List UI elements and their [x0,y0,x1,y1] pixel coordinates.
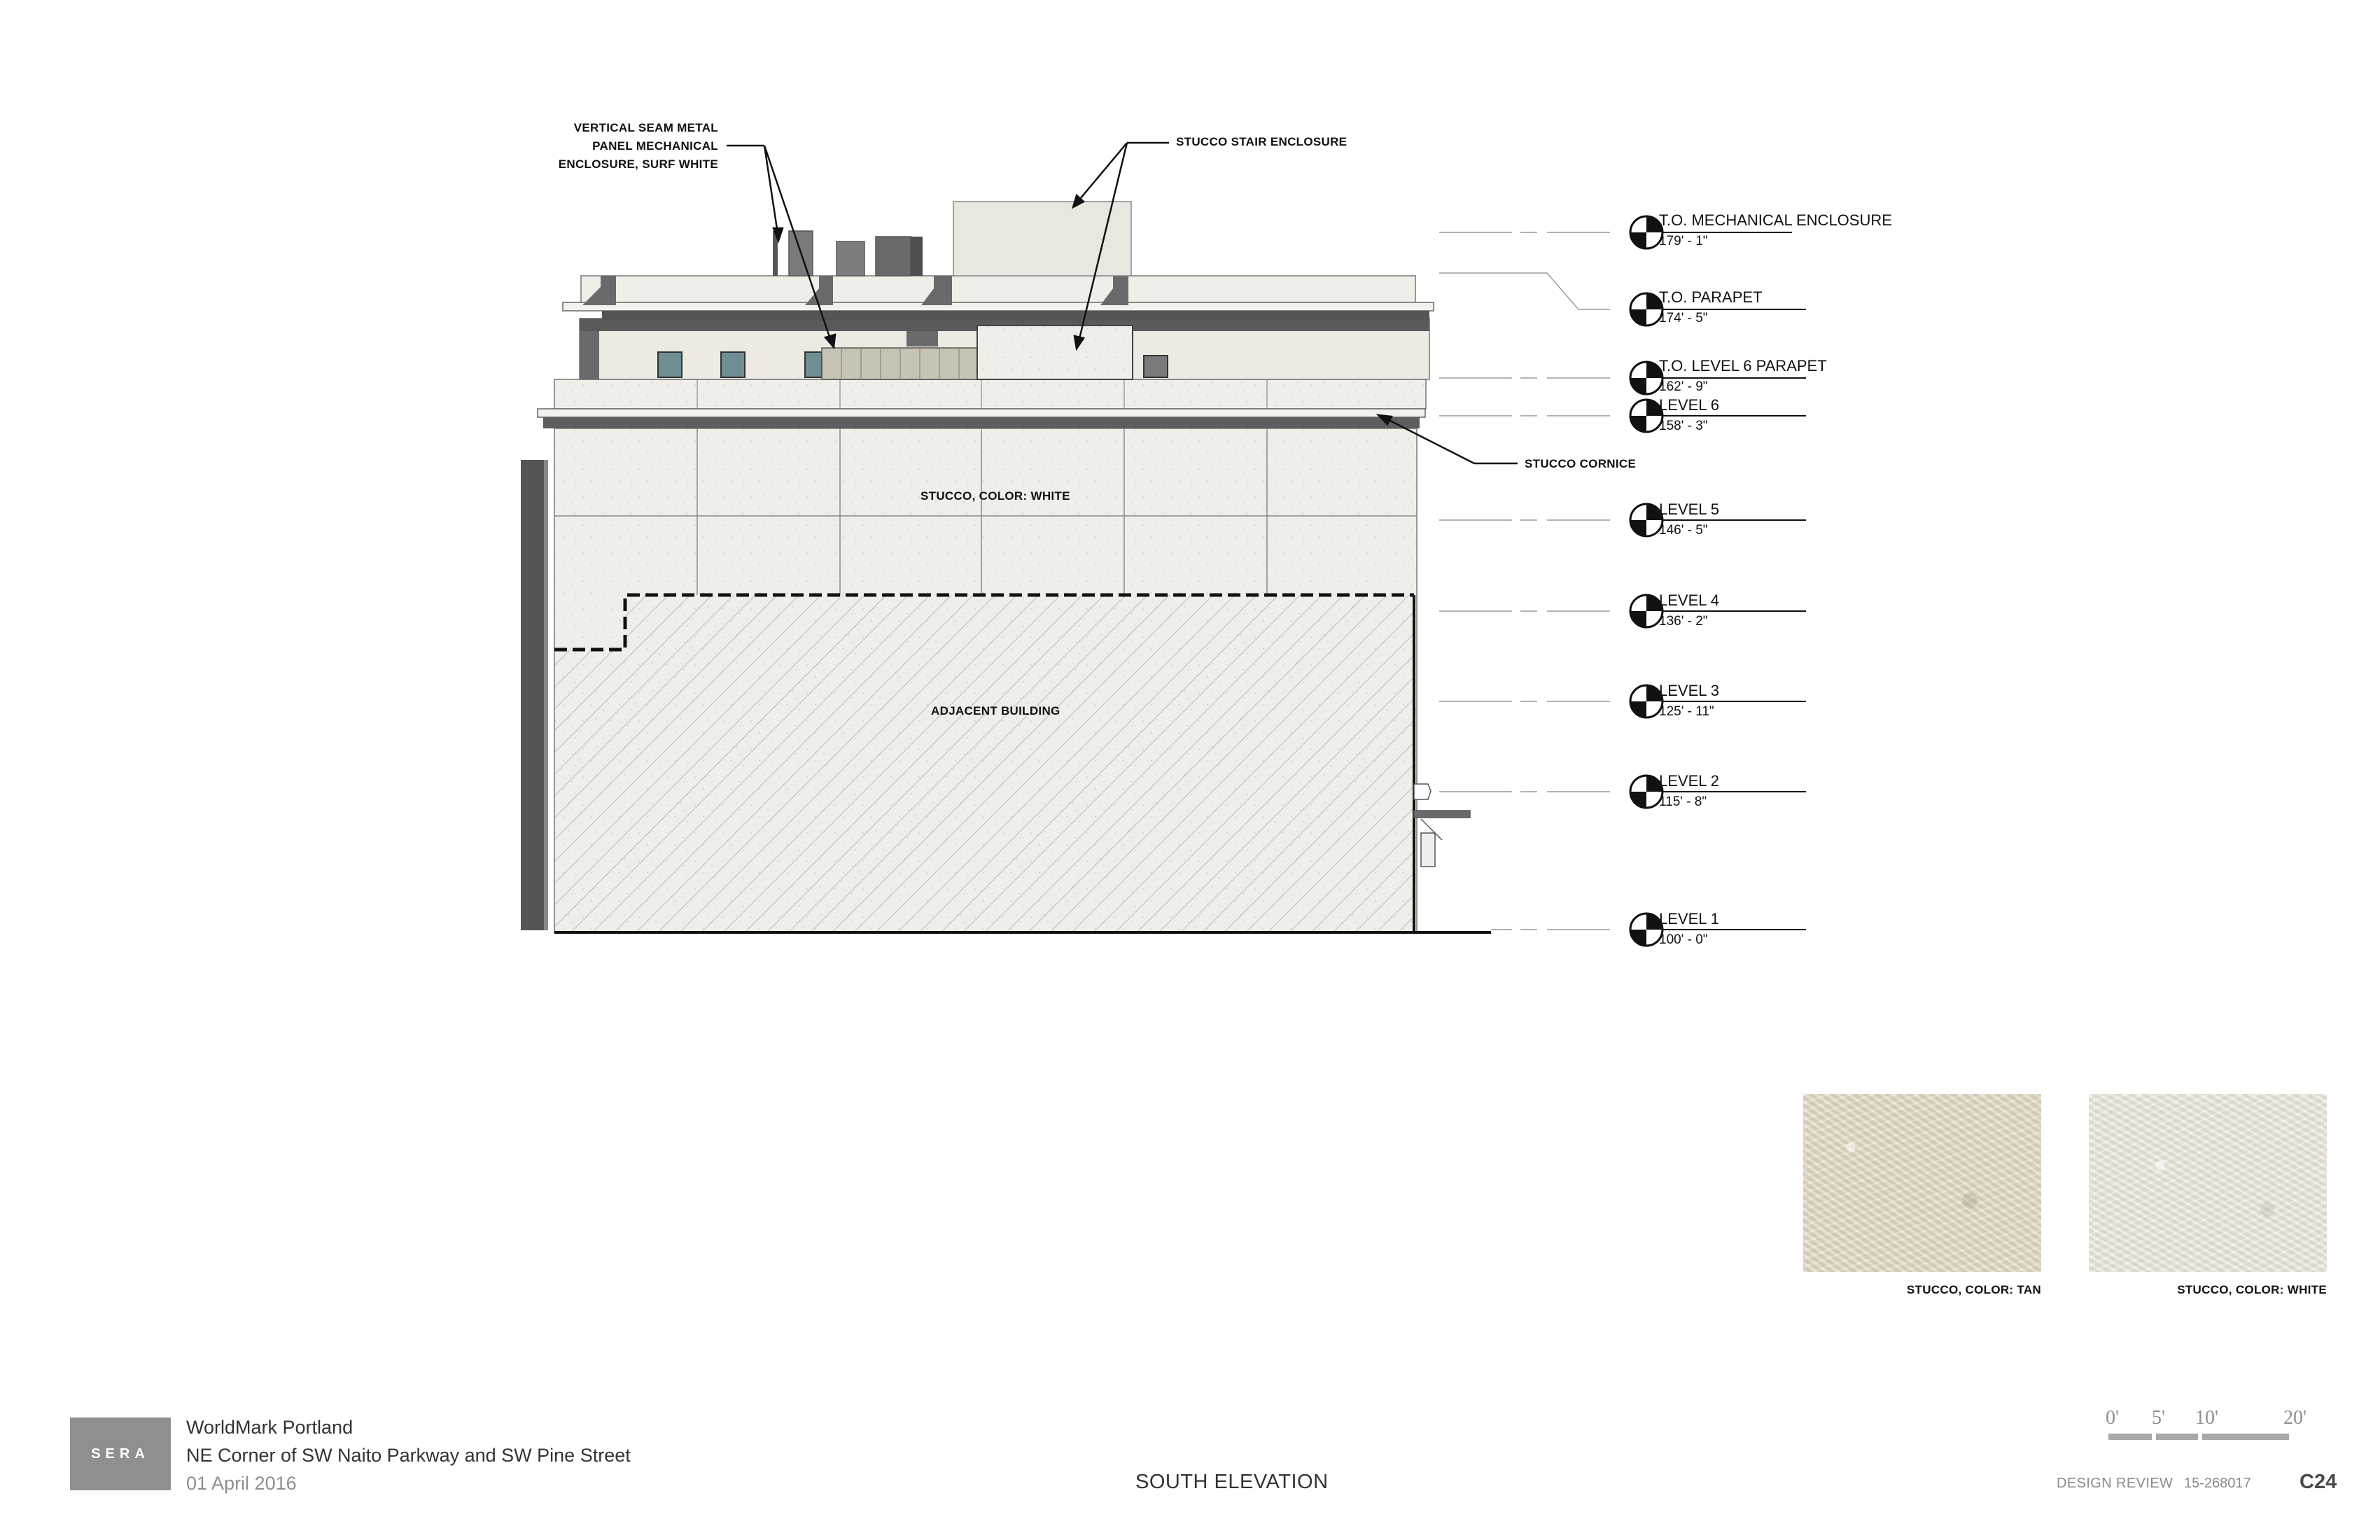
swatch-stucco-tan [1803,1094,2041,1272]
scale-label-0: 0' [2106,1407,2120,1429]
level-elev-l4: 136' - 2" [1659,614,1708,629]
level-elev-l6: 158' - 3" [1659,419,1708,433]
scale-bar-segment-3 [2202,1434,2289,1440]
level-name-l6: LEVEL 6 [1659,396,1720,414]
scale-label-20: 20' [2283,1407,2307,1429]
metal-panel-enclosure [822,348,977,379]
level-name-l1: LEVEL 1 [1659,910,1720,927]
swatch-tan-label: STUCCO, COLOR: TAN [1906,1283,2041,1296]
adjacent-building [554,595,1414,932]
stair-enclosure-lower [977,326,1133,379]
level6-parapet [554,379,1426,409]
level-markers [1630,216,1806,946]
project-date: 01 April 2016 [186,1473,297,1494]
level-elev-l1: 100' - 0" [1659,932,1708,947]
stucco-cornice-callout: STUCCO CORNICE [1525,457,1637,470]
scale-bar-segment-1 [2108,1434,2152,1440]
swatch-stucco-white [2089,1094,2327,1272]
project-name: WorldMark Portland [186,1417,354,1438]
swatch-white-label: STUCCO, COLOR: WHITE [2177,1283,2327,1296]
design-review-label: DESIGN REVIEW [2057,1476,2174,1491]
metal-panel-callout-line1: VERTICAL SEAM METAL [573,121,718,134]
project-number: 15-268017 [2184,1476,2251,1491]
level-name-parapet: T.O. PARAPET [1659,288,1763,306]
scale-label-5: 5' [2152,1407,2166,1429]
logo-text: SERA [91,1446,150,1462]
upper-parapet [581,276,1415,305]
stucco-white-label: STUCCO, COLOR: WHITE [920,489,1070,503]
level-name-l5: LEVEL 5 [1659,500,1720,518]
scale-label-10: 10' [2195,1407,2219,1429]
level-elev-l6-parapet: 162' - 9" [1659,379,1708,394]
level-elev-l3: 125' - 11" [1659,704,1714,719]
sera-logo [70,1418,171,1490]
metal-panel-callout [518,119,718,174]
level-elev-l2: 115' - 8" [1659,794,1707,809]
metal-panel-callout-line2: PANEL MECHANICAL [592,139,718,153]
sheet-number: C24 [2300,1471,2337,1493]
sheet-title: SOUTH ELEVATION [1135,1471,1329,1493]
level-name-l3: LEVEL 3 [1659,682,1720,699]
scale-bar-segment-2 [2156,1434,2198,1440]
level-elev-mech: 179' - 1" [1659,234,1708,248]
level-name-l6-parapet: T.O. LEVEL 6 PARAPET [1659,357,1827,374]
stair-enclosure-callout: STUCCO STAIR ENCLOSURE [1176,135,1348,148]
stucco-cornice [538,409,1425,417]
level-name-l2: LEVEL 2 [1659,772,1720,790]
project-location: NE Corner of SW Naito Parkway and SW Pine Street [186,1445,631,1466]
metal-panel-callout-line3: ENCLOSURE, SURF WHITE [558,158,718,171]
level-name-mech: T.O. MECHANICAL ENCLOSURE [1659,211,1892,229]
level-elev-parapet: 174' - 5" [1659,311,1708,326]
level-name-l4: LEVEL 4 [1659,592,1720,609]
level-elev-l5: 146' - 5" [1659,523,1708,538]
adjacent-building-label: ADJACENT BUILDING [931,704,1060,718]
left-wall-strip [521,460,544,930]
storefront-projection [1414,784,1470,867]
